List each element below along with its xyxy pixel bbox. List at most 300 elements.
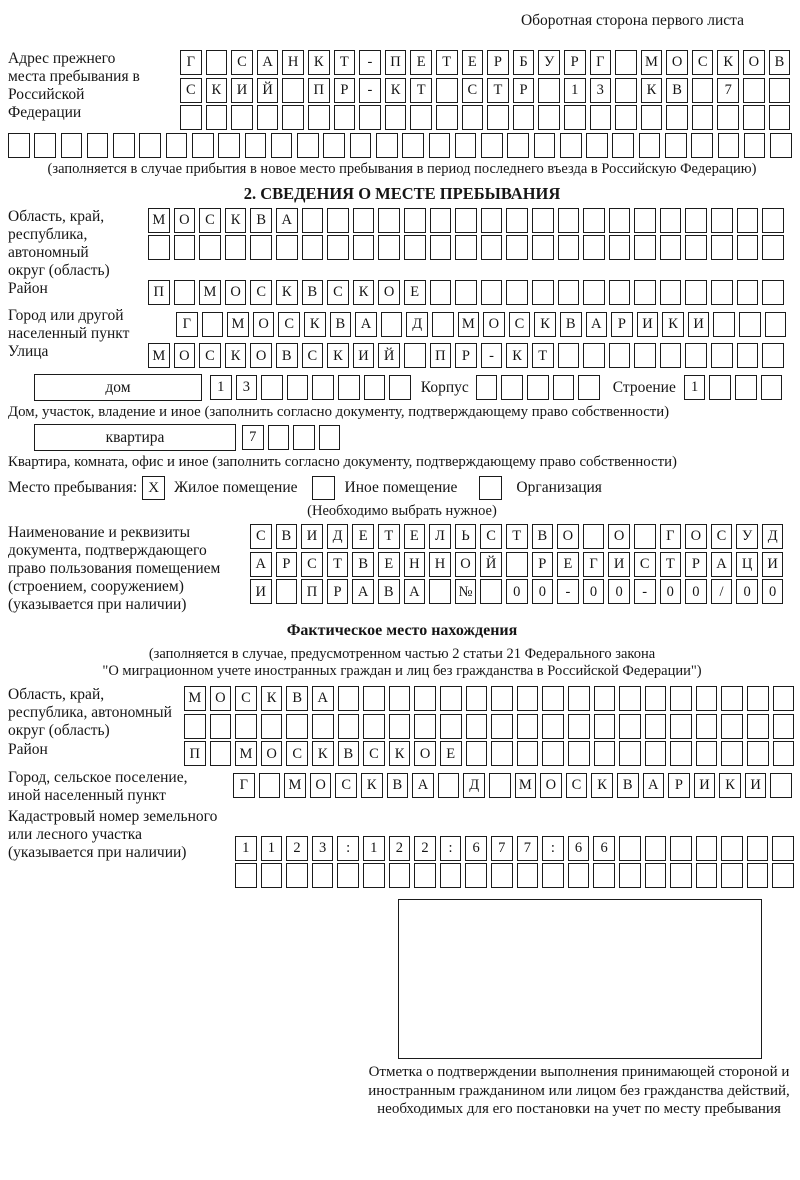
char-cell: Т (410, 78, 432, 103)
option-organization-label: Организация (516, 479, 602, 497)
raion-boxrow (148, 280, 784, 305)
char-cell: К (506, 343, 528, 368)
char-cell: А (355, 312, 377, 337)
fact-gorod-label: Город, сельское поселение, иной населенный пункт (8, 768, 188, 804)
char-cell: : (337, 836, 359, 861)
oblast-boxrow-1 (148, 208, 784, 233)
char-cell: А (586, 312, 608, 337)
stroenie-boxrow (684, 375, 782, 400)
char-cell: В (532, 524, 554, 549)
oblast-label: Область, край, республика, автономный округ (область) (8, 207, 110, 279)
char-cell: К (717, 50, 739, 75)
char-cell: У (538, 50, 560, 75)
char-cell: М (641, 50, 663, 75)
char-cell: Р (327, 579, 349, 604)
char-cell (430, 280, 452, 305)
char-cell (532, 280, 554, 305)
char-cell (480, 579, 502, 604)
char-cell: С (711, 524, 733, 549)
char-cell (381, 312, 403, 337)
char-cell (721, 686, 743, 711)
char-cell (696, 836, 718, 861)
kadastr-rows (235, 836, 794, 891)
char-cell: Р (611, 312, 633, 337)
char-cell: Т (487, 78, 509, 103)
char-cell: К (225, 208, 247, 233)
char-cell (594, 714, 616, 739)
char-cell (507, 133, 529, 158)
char-cell: П (385, 50, 407, 75)
char-cell: О (174, 208, 196, 233)
char-cell (385, 105, 407, 130)
char-cell: О (378, 280, 400, 305)
char-cell (578, 375, 600, 400)
char-cell: С (509, 312, 531, 337)
char-cell: Д (762, 524, 784, 549)
char-cell (609, 343, 631, 368)
char-cell (261, 714, 283, 739)
char-cell (491, 863, 513, 888)
char-cell: О (414, 741, 436, 766)
char-cell: М (184, 686, 206, 711)
char-cell (517, 714, 539, 739)
char-cell (747, 741, 769, 766)
fact-title: Фактическое место нахождения (286, 622, 518, 640)
fact-oblast-boxrow-2 (184, 714, 794, 739)
char-cell: Ь (455, 524, 477, 549)
char-cell: С (231, 50, 253, 75)
char-cell: П (184, 741, 206, 766)
char-cell: 7 (242, 425, 264, 450)
char-cell (430, 235, 452, 260)
char-cell (353, 235, 375, 260)
char-cell (487, 105, 509, 130)
char-cell (276, 579, 298, 604)
char-cell (350, 133, 372, 158)
char-cell: 0 (583, 579, 605, 604)
char-cell: Р (276, 552, 298, 577)
stamp-area (8, 899, 796, 1119)
char-cell: С (180, 78, 202, 103)
char-cell (517, 863, 539, 888)
fact-raion-row (8, 741, 796, 769)
char-cell (612, 133, 634, 158)
char-cell (338, 686, 360, 711)
char-cell: И (301, 524, 323, 549)
char-cell (337, 863, 359, 888)
char-cell: К (327, 343, 349, 368)
char-cell: 1 (210, 375, 232, 400)
gorod-row (8, 307, 796, 343)
char-cell (542, 741, 564, 766)
char-cell (737, 208, 759, 233)
fact-note-1: (заполняется в случае, предусмотренном частью 2 статьи 21 Федерального закона (148, 646, 656, 663)
char-cell: С (250, 280, 272, 305)
checkbox-organization (479, 476, 502, 500)
char-cell: : (542, 836, 564, 861)
char-cell: Г (590, 50, 612, 75)
char-cell (225, 235, 247, 260)
checkbox-other-premises (312, 476, 335, 500)
char-cell (619, 714, 641, 739)
char-cell (235, 863, 257, 888)
char-cell: Н (282, 50, 304, 75)
char-cell (711, 208, 733, 233)
char-cell: О (666, 50, 688, 75)
char-cell (429, 133, 451, 158)
document-label: Наименование и реквизиты документа, подтверждающего право пользования помещением (строением, сооружением) (указывается при наличии) (8, 524, 221, 614)
char-cell (174, 235, 196, 260)
char-cell (538, 105, 560, 130)
char-cell: К (353, 280, 375, 305)
apartment-row (34, 424, 796, 451)
char-cell (772, 863, 794, 888)
char-cell (721, 714, 743, 739)
prev-address-section (8, 50, 796, 133)
char-cell (609, 235, 631, 260)
char-cell (404, 235, 426, 260)
char-cell: В (276, 343, 298, 368)
char-cell (619, 836, 641, 861)
char-cell: К (206, 78, 228, 103)
char-cell: В (330, 312, 352, 337)
char-cell (747, 836, 769, 861)
char-cell (634, 235, 656, 260)
raion-row (8, 280, 796, 308)
char-cell (174, 280, 196, 305)
char-cell (594, 741, 616, 766)
char-cell (402, 133, 424, 158)
char-cell (583, 208, 605, 233)
char-cell (184, 714, 206, 739)
char-cell (590, 105, 612, 130)
char-cell (491, 686, 513, 711)
char-cell (743, 105, 765, 130)
char-cell (250, 235, 272, 260)
char-cell (166, 133, 188, 158)
char-cell (261, 863, 283, 888)
char-cell (231, 105, 253, 130)
char-cell (645, 714, 667, 739)
korpus-label: Корпус (420, 378, 469, 396)
char-cell (206, 50, 228, 75)
char-cell: - (481, 343, 503, 368)
char-cell (717, 105, 739, 130)
char-cell: М (515, 773, 537, 798)
char-cell (670, 714, 692, 739)
char-cell (334, 105, 356, 130)
char-cell (323, 133, 345, 158)
char-cell: Т (506, 524, 528, 549)
char-cell: О (608, 524, 630, 549)
char-cell (481, 133, 503, 158)
char-cell: О (310, 773, 332, 798)
char-cell: В (378, 579, 400, 604)
house-type-box: дом (34, 374, 202, 401)
fact-oblast-label: Область, край, республика, автономный округ (область) (8, 686, 172, 740)
char-cell (665, 133, 687, 158)
char-cell: К (389, 741, 411, 766)
char-cell: А (412, 773, 434, 798)
char-cell: К (261, 686, 283, 711)
prev-address-boxrow-3 (180, 105, 790, 130)
char-cell (634, 280, 656, 305)
char-cell (286, 863, 308, 888)
char-cell (517, 741, 539, 766)
fact-note-2: "О миграционном учете иностранных граждан и лиц без гражданства в Российской Федерации") (102, 663, 702, 680)
char-cell (491, 714, 513, 739)
char-cell (737, 343, 759, 368)
char-cell (660, 208, 682, 233)
char-cell (432, 312, 454, 337)
char-cell (692, 105, 714, 130)
char-cell (517, 686, 539, 711)
char-cell: 3 (236, 375, 258, 400)
char-cell (389, 714, 411, 739)
char-cell: - (634, 579, 656, 604)
char-cell (568, 863, 590, 888)
char-cell: И (762, 552, 784, 577)
char-cell: М (227, 312, 249, 337)
char-cell (615, 105, 637, 130)
char-cell: Т (378, 524, 400, 549)
char-cell: С (301, 552, 323, 577)
char-cell (615, 78, 637, 103)
char-cell (210, 714, 232, 739)
char-cell (389, 686, 411, 711)
char-cell: 7 (491, 836, 513, 861)
char-cell (583, 235, 605, 260)
char-cell (245, 133, 267, 158)
char-cell: А (312, 686, 334, 711)
char-cell (670, 836, 692, 861)
char-cell: С (480, 524, 502, 549)
char-cell: К (591, 773, 613, 798)
document-row (8, 524, 796, 614)
stroenie-label: Строение (612, 378, 676, 396)
char-cell: П (430, 343, 452, 368)
char-cell: С (199, 208, 221, 233)
char-cell (378, 235, 400, 260)
fact-oblast-boxrow-1 (184, 686, 794, 711)
char-cell: Р (564, 50, 586, 75)
char-cell (593, 863, 615, 888)
kadastr-row (8, 808, 796, 891)
char-cell: 7 (717, 78, 739, 103)
char-cell: Е (557, 552, 579, 577)
oblast-rows (148, 208, 784, 263)
char-cell (645, 836, 667, 861)
char-cell: Е (462, 50, 484, 75)
char-cell (210, 741, 232, 766)
char-cell (302, 208, 324, 233)
char-cell (87, 133, 109, 158)
char-cell (769, 78, 791, 103)
char-cell: П (301, 579, 323, 604)
char-cell (713, 312, 735, 337)
char-cell: Й (378, 343, 400, 368)
char-cell: - (359, 78, 381, 103)
char-cell: И (745, 773, 767, 798)
char-cell: Т (532, 343, 554, 368)
char-cell (568, 714, 590, 739)
char-cell: Т (436, 50, 458, 75)
document-boxrow-1 (250, 524, 783, 549)
char-cell (261, 375, 283, 400)
char-cell: 7 (517, 836, 539, 861)
char-cell (691, 133, 713, 158)
char-cell: 1 (684, 375, 706, 400)
document-boxrow-2 (250, 552, 783, 577)
char-cell: А (257, 50, 279, 75)
char-cell (8, 133, 30, 158)
char-cell: И (637, 312, 659, 337)
char-cell (743, 78, 765, 103)
char-cell (476, 375, 498, 400)
char-cell: - (359, 50, 381, 75)
char-cell: С (199, 343, 221, 368)
char-cell (737, 235, 759, 260)
char-cell (558, 235, 580, 260)
char-cell (660, 235, 682, 260)
char-cell: Р (668, 773, 690, 798)
char-cell (769, 105, 791, 130)
char-cell: О (455, 552, 477, 577)
char-cell (564, 105, 586, 130)
char-cell (414, 863, 436, 888)
char-cell (404, 343, 426, 368)
char-cell (113, 133, 135, 158)
char-cell (506, 552, 528, 577)
char-cell (770, 133, 792, 158)
char-cell: О (225, 280, 247, 305)
char-cell: В (666, 78, 688, 103)
document-boxrow-3 (250, 579, 783, 604)
char-cell (542, 863, 564, 888)
char-cell: С (566, 773, 588, 798)
char-cell: Е (440, 741, 462, 766)
char-cell (438, 773, 460, 798)
char-cell (721, 836, 743, 861)
char-cell (429, 579, 451, 604)
char-cell: А (404, 579, 426, 604)
char-cell (465, 863, 487, 888)
char-cell: Е (352, 524, 374, 549)
char-cell: О (483, 312, 505, 337)
char-cell: 1 (363, 836, 385, 861)
page-side-note: Оборотная сторона первого листа (520, 12, 744, 29)
char-cell: : (440, 836, 462, 861)
char-cell (721, 863, 743, 888)
char-cell (466, 714, 488, 739)
char-cell (327, 235, 349, 260)
char-cell: Е (378, 552, 400, 577)
char-cell (721, 741, 743, 766)
kadastr-boxrow-2 (235, 863, 794, 888)
char-cell: 1 (261, 836, 283, 861)
char-cell (670, 741, 692, 766)
char-cell: К (304, 312, 326, 337)
char-cell (338, 375, 360, 400)
char-cell (773, 714, 795, 739)
fact-oblast-rows (184, 686, 794, 741)
char-cell: О (253, 312, 275, 337)
gorod-boxrow (176, 312, 786, 337)
char-cell (711, 235, 733, 260)
char-cell (773, 741, 795, 766)
char-cell (568, 741, 590, 766)
char-cell: 0 (506, 579, 528, 604)
char-cell: В (617, 773, 639, 798)
char-cell: В (250, 208, 272, 233)
char-cell: О (540, 773, 562, 798)
char-cell: 2 (414, 836, 436, 861)
char-cell (389, 375, 411, 400)
kadastr-label: Кадастровый номер земельного или лесного участка (указывается при наличии) (8, 807, 218, 861)
char-cell (711, 343, 733, 368)
char-cell: О (250, 343, 272, 368)
char-cell (553, 375, 575, 400)
char-cell (558, 280, 580, 305)
char-cell (634, 524, 656, 549)
char-cell: И (250, 579, 272, 604)
char-cell (353, 208, 375, 233)
char-cell (772, 836, 794, 861)
char-cell: Н (404, 552, 426, 577)
char-cell: 3 (590, 78, 612, 103)
char-cell (737, 280, 759, 305)
char-cell (619, 686, 641, 711)
char-cell: 1 (235, 836, 257, 861)
char-cell: С (692, 50, 714, 75)
char-cell (666, 105, 688, 130)
char-cell: Р (513, 78, 535, 103)
char-cell (685, 280, 707, 305)
checkbox-residential: X (142, 476, 165, 500)
char-cell: Е (404, 524, 426, 549)
char-cell (747, 686, 769, 711)
oblast-boxrow-2 (148, 235, 784, 260)
char-cell (594, 686, 616, 711)
char-cell (440, 863, 462, 888)
char-cell (558, 343, 580, 368)
char-cell (692, 78, 714, 103)
char-cell: А (276, 208, 298, 233)
char-cell (583, 524, 605, 549)
char-cell (139, 133, 161, 158)
char-cell (376, 133, 398, 158)
option-other-premises-label: Иное помещение (344, 479, 458, 497)
char-cell (506, 208, 528, 233)
char-cell (645, 741, 667, 766)
char-cell (414, 686, 436, 711)
option-residential-label: Жилое помещение (174, 479, 298, 497)
char-cell (696, 686, 718, 711)
char-cell (293, 425, 315, 450)
char-cell (645, 686, 667, 711)
char-cell (762, 235, 784, 260)
place-of-stay-label: Место пребывания: (8, 479, 138, 497)
char-cell: В (302, 280, 324, 305)
char-cell: С (302, 343, 324, 368)
char-cell: М (284, 773, 306, 798)
char-cell (327, 208, 349, 233)
oblast-row (8, 208, 796, 280)
char-cell (440, 686, 462, 711)
char-cell (302, 235, 324, 260)
confirmation-stamp-box (398, 899, 762, 1059)
char-cell: И (688, 312, 710, 337)
